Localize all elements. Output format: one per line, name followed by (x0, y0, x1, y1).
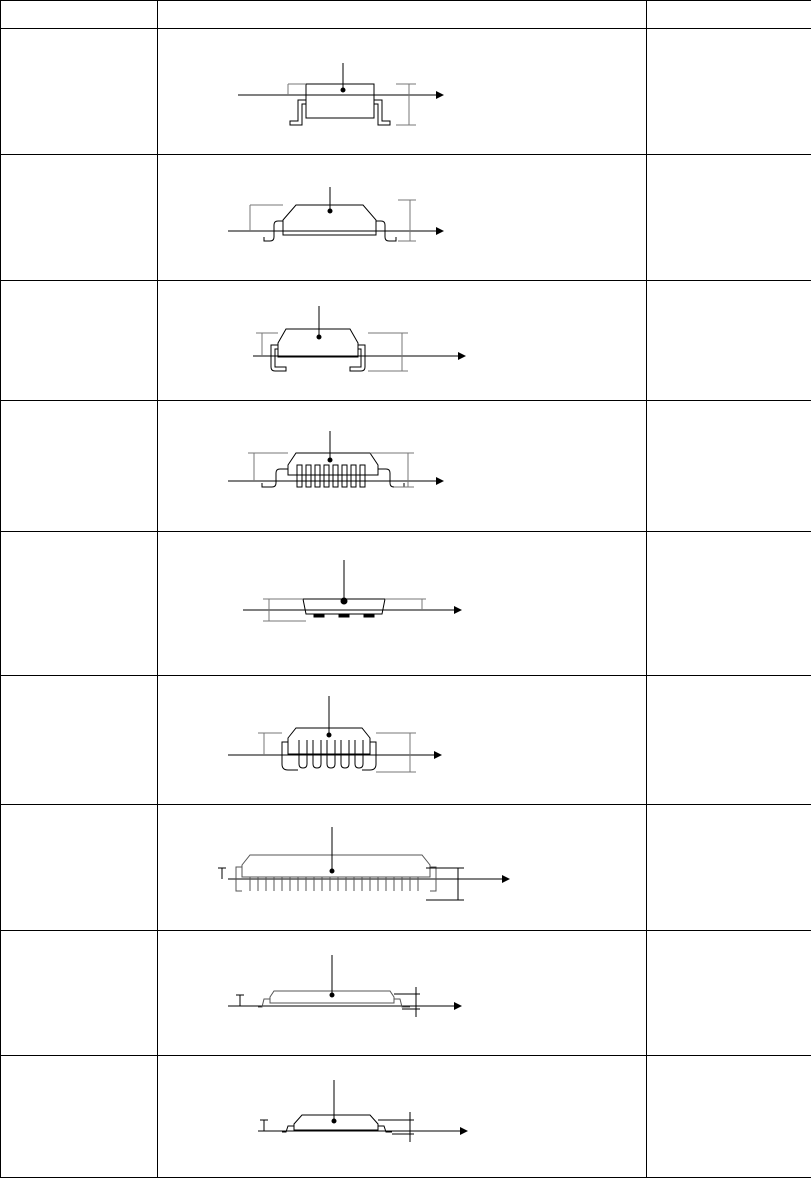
row-5-figure-cell (158, 532, 647, 676)
row-6-label-cell (1, 676, 158, 805)
row-3-figure-cell (158, 281, 647, 401)
table-row (1, 281, 811, 401)
row-1-note-cell (647, 29, 811, 155)
row-2-label-cell (1, 155, 158, 281)
row-1-label-cell (1, 29, 158, 155)
package-figure-1 (158, 29, 646, 154)
row-9-note-cell (647, 1056, 811, 1178)
package-figure-3 (158, 281, 646, 400)
header-cell-2 (158, 1, 647, 29)
row-4-label-cell (1, 401, 158, 532)
row-2-figure-cell (158, 155, 647, 281)
package-figure-9 (158, 1056, 646, 1177)
package-figure-4 (158, 401, 646, 531)
row-9-label-cell (1, 1056, 158, 1178)
row-4-figure-cell (158, 401, 647, 532)
table-row (1, 931, 811, 1056)
row-5-label-cell (1, 532, 158, 676)
package-figure-5 (158, 532, 646, 675)
row-7-note-cell (647, 805, 811, 931)
package-figure-8 (158, 931, 646, 1055)
header-cell-1 (1, 1, 158, 29)
row-3-label-cell (1, 281, 158, 401)
row-1-figure-cell (158, 29, 647, 155)
row-4-note-cell (647, 401, 811, 532)
row-7-figure-cell (158, 805, 647, 931)
row-8-figure-cell (158, 931, 647, 1056)
row-8-note-cell (647, 931, 811, 1056)
row-6-note-cell (647, 676, 811, 805)
package-figure-2 (158, 155, 646, 280)
row-2-note-cell (647, 155, 811, 281)
row-8-label-cell (1, 931, 158, 1056)
header-cell-3 (647, 1, 811, 29)
package-figure-6 (158, 676, 646, 804)
table-row (1, 805, 811, 931)
row-3-note-cell (647, 281, 811, 401)
row-9-figure-cell (158, 1056, 647, 1178)
header-row (1, 1, 811, 29)
row-6-figure-cell (158, 676, 647, 805)
table-row (1, 532, 811, 676)
row-7-label-cell (1, 805, 158, 931)
table-row (1, 29, 811, 155)
table-row (1, 401, 811, 532)
table-row (1, 155, 811, 281)
package-figure-7 (158, 805, 646, 930)
table-row (1, 676, 811, 805)
row-5-note-cell (647, 532, 811, 676)
table-row (1, 1056, 811, 1178)
